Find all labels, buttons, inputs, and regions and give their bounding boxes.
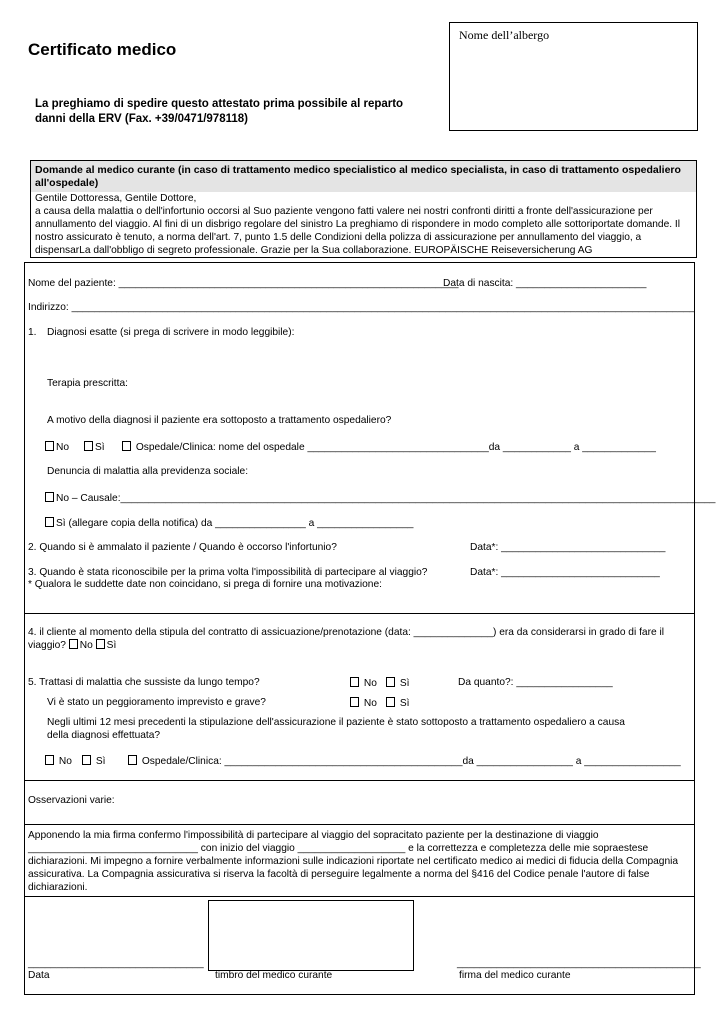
checkbox[interactable]: [69, 639, 78, 649]
date-signature-line[interactable]: _______________________________: [28, 958, 204, 969]
sick-report-no-option[interactable]: No – Causale:_________________________________________________________________________________________________________: [45, 492, 715, 504]
hospital-no-option[interactable]: No: [45, 441, 69, 453]
last12-clinic-option[interactable]: Ospedale/Clinica: __________________________________________da _________________ a _________________: [128, 755, 681, 767]
q5-no-option[interactable]: No: [350, 677, 377, 689]
therapy-label[interactable]: Terapia prescritta:: [47, 378, 128, 389]
intro-body: a causa della malattia o dell'infortunio occorsi al Suo paziente vengono fatti valere nei nostri confronti diritti a fronte dell'assicurazione per annullamento del viaggio. Al fini di un disbrigo regolare del sinistro La preghiamo di rispondere in modo completo alle sottoriportate domande. Il nostro assicurato è tenuto, a norma dell'art. 7, punto 1.5 delle Condizioni della polizza di assicurazione per annullamento del viaggio, a dispensarLa dall'obbligo di segreto professionale. Grazie per la Sua collaborazione. EUROPÄISCHE Reiseversicherung AG: [35, 206, 681, 256]
worsening-si-option[interactable]: Sì: [386, 697, 409, 709]
doctor-signature-label: firma del medico curante: [459, 970, 571, 981]
address-field[interactable]: Indirizzo: ______________________________________________________________________________________________________________: [28, 302, 695, 313]
patient-name-field[interactable]: Nome del paziente: ____________________________________________________________: [28, 278, 459, 289]
hospital-si-option[interactable]: Sì: [84, 441, 105, 453]
checkbox[interactable]: [45, 492, 54, 502]
instructions-subtitle: La preghiamo di spedire questo attestato prima possibile al reparto danni della ERV (Fax. +39/0471/978118): [35, 98, 404, 125]
section-patient: [24, 262, 695, 614]
q3-recognizable: 3. Quando è stata riconoscibile per la prima volta l'impossibilità di partecipare al viaggio?: [28, 567, 428, 578]
birth-date-field[interactable]: Data di nascita: _______________________: [443, 278, 647, 289]
worsening-no-option[interactable]: No: [350, 697, 377, 709]
checkbox[interactable]: [386, 697, 395, 707]
intro-heading: Domande al medico curante (in caso di trattamento medico specialistico al medico specialista, in caso di trattamento ospedaliero all'ospedale): [31, 161, 696, 192]
sick-report-si-option[interactable]: Sì (allegare copia della notifica) da ________________ a _________________: [45, 517, 413, 529]
q3-date-field[interactable]: Data*: ____________________________: [470, 567, 660, 578]
checkbox[interactable]: [45, 755, 54, 765]
intro-greeting: Gentile Dottoressa, Gentile Dottore,: [35, 193, 197, 204]
q2-onset: 2. Quando si è ammalato il paziente / Quando è occorso l'infortunio?: [28, 542, 337, 553]
q1-number: 1.: [28, 327, 37, 338]
stamp-box[interactable]: [208, 900, 414, 971]
checkbox[interactable]: [45, 441, 54, 451]
q5-si-option[interactable]: Sì: [386, 677, 409, 689]
hotel-name-label: Nome dell’albergo: [459, 28, 550, 42]
hotel-name-box[interactable]: [449, 22, 698, 131]
observations-field[interactable]: Osservazioni varie:: [28, 795, 115, 806]
hospital-question: A motivo della diagnosi il paziente era sottoposto a trattamento ospedaliero?: [47, 415, 392, 426]
checkbox[interactable]: [386, 677, 395, 687]
checkbox[interactable]: [84, 441, 93, 451]
since-when-field[interactable]: Da quanto?: _________________: [458, 677, 613, 688]
checkbox[interactable]: [350, 697, 359, 707]
checkbox[interactable]: [350, 677, 359, 687]
last12-si-option[interactable]: Sì: [82, 755, 105, 767]
q4-contract: 4. il cliente al momento della stipula del contratto di assicuazione/prenotazione (data: ______________) era da considerarsi in grado di fare il viaggio? No Sì: [28, 627, 664, 651]
checkbox[interactable]: [128, 755, 137, 765]
checkbox[interactable]: [96, 639, 105, 649]
intro-box: [30, 160, 697, 258]
last12-no-option[interactable]: No: [45, 755, 72, 767]
declaration-text: Apponendo la mia firma confermo l'impossibilità di partecipare al viaggio del sopracitato paziente per la destinazione di viaggio ______________________________ con inizio del viaggio ___________________ e la correttezza e completezza delle mie sopraestese dichiarazioni. Mi impegno a fornire verbalmente informazioni sulle indicazioni riportate nel certificato medico ai medici di fiducia della Compagnia assicurativa. La Compagnia assicurativa si riserva la facoltà di perseguire legalmente a norma del §416 del Codice penale l'autore di false dichiarazioni.: [28, 830, 679, 893]
page-title: Certificato medico: [28, 40, 177, 59]
q5-long-term: 5. Trattasi di malattia che sussiste da lungo tempo?: [28, 677, 260, 688]
date-label: Data: [28, 970, 50, 981]
doctor-signature-line[interactable]: ___________________________________________: [457, 958, 701, 969]
worsening-question: Vi è stato un peggioramento imprevisto e grave?: [47, 697, 266, 708]
q2-date-field[interactable]: Data*: _____________________________: [470, 542, 666, 553]
stamp-label: timbro del medico curante: [215, 970, 333, 981]
checkbox[interactable]: [82, 755, 91, 765]
hospital-clinic-option[interactable]: Ospedale/Clinica: nome del ospedale ________________________________da ____________ a _____________: [122, 441, 656, 453]
checkbox[interactable]: [122, 441, 131, 451]
section-observations: [24, 780, 695, 825]
sick-report-label: Denuncia di malattia alla previdenza sociale:: [47, 466, 249, 477]
date-note: * Qualora le suddette date non coincidano, si prega di fornire una motivazione:: [28, 579, 382, 590]
checkbox[interactable]: [45, 517, 54, 527]
last-12-months-question: Negli ultimi 12 mesi precedenti la stipulazione dell'assicurazione il paziente è stato sottoposto a trattamento ospedaliero a causa della diagnosi effettuata?: [47, 717, 625, 741]
q1-diagnosis[interactable]: Diagnosi esatte (si prega di scrivere in modo leggibile):: [47, 327, 295, 338]
